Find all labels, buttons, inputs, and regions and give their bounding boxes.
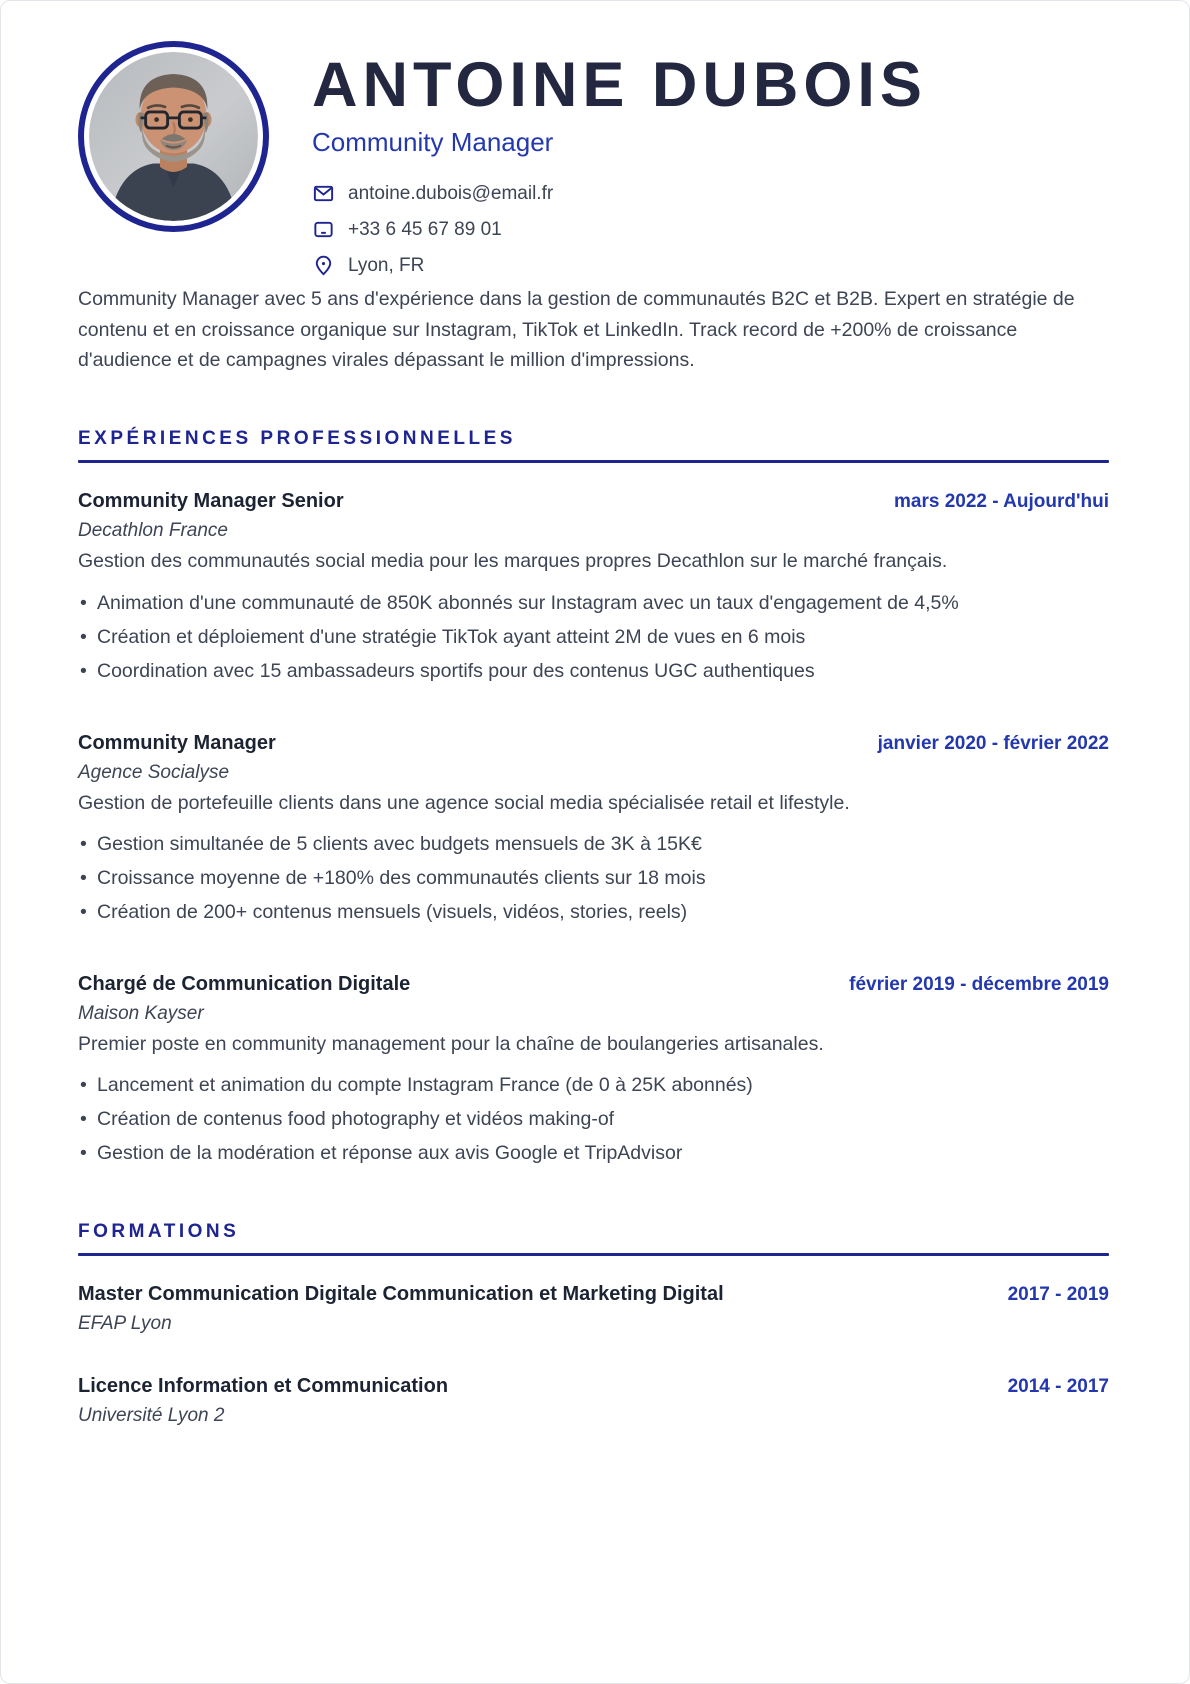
job-entry [78, 732, 1109, 927]
section-education [78, 1221, 1109, 1427]
job-head [78, 732, 1109, 755]
job-entry [78, 490, 1109, 685]
job-bullet-list [78, 1072, 1109, 1168]
job-head [78, 973, 1109, 996]
education-heading: FORMATIONS [78, 1220, 240, 1242]
job-description: Premier poste en community management pour la chaîne de boulangeries artisanales. [78, 1032, 824, 1055]
location-icon [312, 254, 335, 277]
job-title: Community Manager [78, 731, 276, 754]
job-description: Gestion des communautés social media pour les marques propres Decathlon sur le marché français. [78, 550, 948, 573]
candidate-name: ANTOINE DUBOIS [312, 50, 927, 120]
job-head [78, 490, 1109, 513]
job-title: Chargé de Communication Digitale [78, 972, 411, 995]
contact-location-text: Lyon, FR [348, 254, 425, 276]
job-bullet: • Lancement et animation du compte Instagram France (de 0 à 25K abonnés) [78, 1072, 1109, 1099]
job-bullet: • Gestion simultanée de 5 clients avec budgets mensuels de 3K à 15K€ [78, 831, 1109, 858]
degree-title: Master Communication Digitale Communication et Marketing Digital [78, 1282, 724, 1305]
education-head [78, 1375, 1109, 1398]
job-bullet: • Croissance moyenne de +180% des communautés clients sur 18 mois [78, 865, 1109, 892]
job-bullet: • Création de 200+ contenus mensuels (visuels, vidéos, stories, reels) [78, 899, 1109, 926]
candidate-job-title: Community Manager [312, 127, 554, 158]
contact-list [312, 182, 927, 277]
section-experience [78, 428, 1109, 1167]
degree-title: Licence Information et Communication [78, 1374, 449, 1397]
contact-location [312, 254, 927, 277]
contact-phone-text: +33 6 45 67 89 01 [348, 218, 502, 240]
header [78, 41, 1109, 277]
profile-summary: Community Manager avec 5 ans d'expérience dans la gestion de communautés B2C et B2B. Expert en stratégie de contenu et en croissance organique sur Instagram, TikTok et LinkedIn. Track record de +200% de croissance d'audience et de campagnes virales dépassant le million d'impressions. [78, 288, 1075, 371]
job-dates: février 2019 - décembre 2019 [849, 973, 1109, 995]
job-bullet: • Gestion de la modération et réponse aux avis Google et TripAdvisor [78, 1140, 1109, 1167]
job-dates: janvier 2020 - février 2022 [877, 732, 1109, 754]
contact-email [312, 182, 927, 205]
degree-dates: 2017 - 2019 [1007, 1283, 1109, 1305]
email-icon [312, 182, 335, 205]
school-name: Université Lyon 2 [78, 1404, 225, 1426]
phone-icon [312, 218, 335, 241]
job-bullet-list [78, 590, 1109, 686]
profile-photo-illustration [89, 52, 258, 221]
job-company: Maison Kayser [78, 1002, 204, 1024]
job-bullet: • Création et déploiement d'une stratégie TikTok ayant atteint 2M de vues en 6 mois [78, 624, 1109, 651]
job-description: Gestion de portefeuille clients dans une agence social media spécialisée retail et lifestyle. [78, 791, 850, 814]
education-entry [78, 1375, 1109, 1427]
header-identity [312, 41, 927, 277]
section-divider [78, 1253, 1109, 1256]
job-bullet: • Animation d'une communauté de 850K abonnés sur Instagram avec un taux d'engagement de 4,5% [78, 590, 1109, 617]
job-dates: mars 2022 - Aujourd'hui [894, 491, 1109, 513]
experience-heading: EXPÉRIENCES PROFESSIONNELLES [78, 428, 516, 450]
job-bullet: • Création de contenus food photography et vidéos making-of [78, 1106, 1109, 1133]
profile-photo [78, 41, 269, 232]
job-bullet: • Coordination avec 15 ambassadeurs sportifs pour des contenus UGC authentiques [78, 658, 1109, 685]
education-head [78, 1283, 1109, 1306]
job-title: Community Manager Senior [78, 490, 344, 513]
job-bullet-list [78, 831, 1109, 927]
education-entry [78, 1283, 1109, 1335]
contact-phone [312, 218, 927, 241]
job-entry [78, 973, 1109, 1168]
degree-dates: 2014 - 2017 [1007, 1375, 1109, 1397]
contact-email-text: antoine.dubois@email.fr [348, 182, 554, 204]
job-company: Agence Socialyse [78, 761, 230, 783]
section-divider [78, 460, 1109, 463]
school-name: EFAP Lyon [78, 1312, 172, 1334]
job-company: Decathlon France [78, 520, 228, 542]
